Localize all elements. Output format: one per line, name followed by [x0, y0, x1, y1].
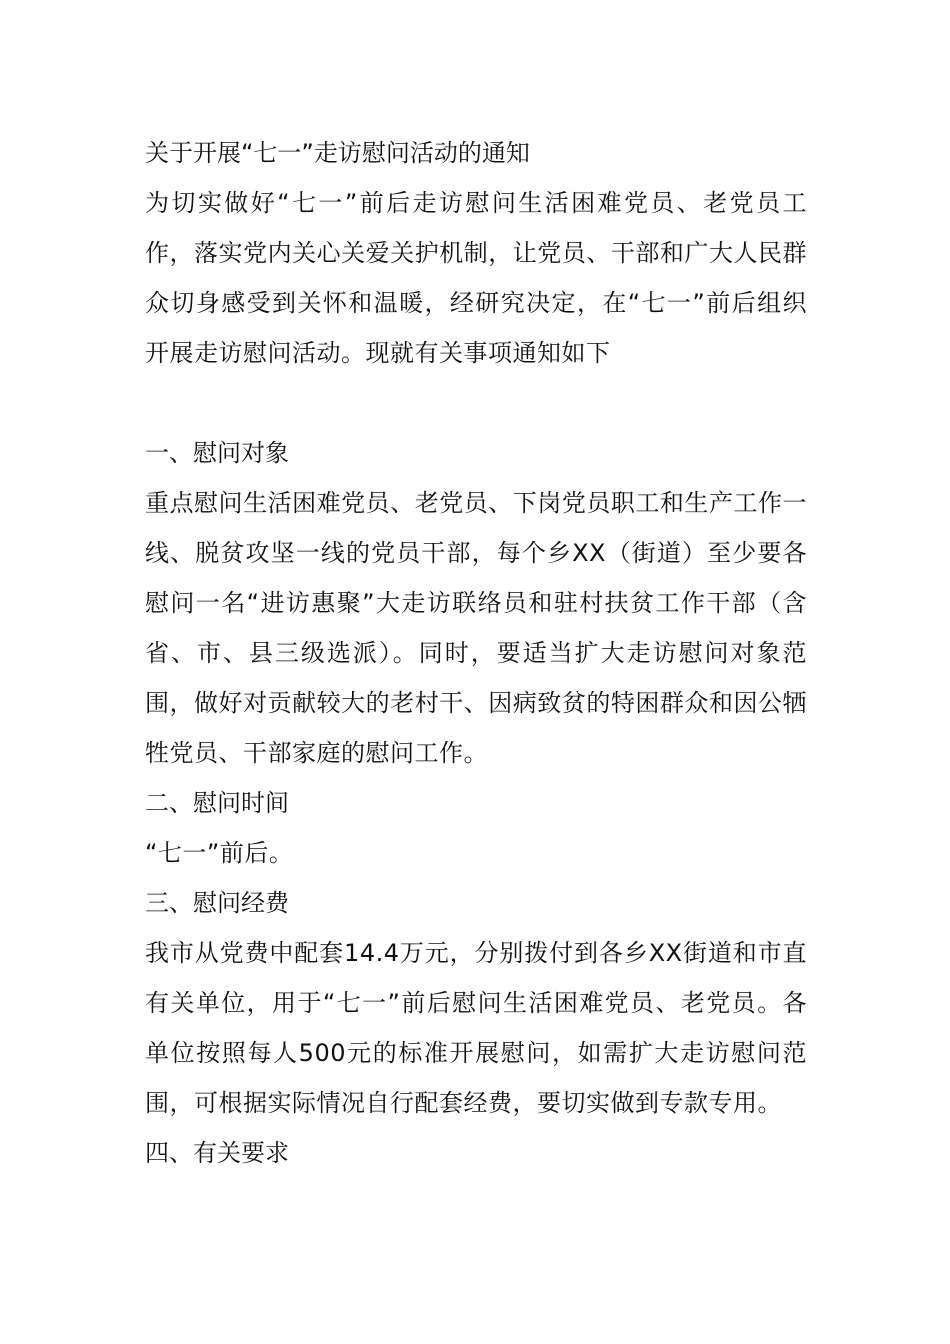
section-body-funds: 我市从党费中配套14.4万元，分别拨付到各乡XX街道和市直有关单位，用于“七一”前后慰问生活困难党员、老党员。各单位按照每人500元的标准开展慰问，如需扩大走访慰问范围，可根据实际情况自行配套经费，要切实做到专款专用。 — [145, 939, 807, 1117]
section-heading-funds: 三、慰问经费 — [145, 889, 289, 917]
document-title: 关于开展“七一”走访慰问活动的通知 — [145, 139, 530, 167]
document-body — [145, 128, 807, 1178]
paragraph-spacer — [145, 378, 807, 428]
section-heading-time: 二、慰问时间 — [145, 789, 289, 817]
section-heading-targets: 一、慰问对象 — [145, 439, 289, 467]
section-body-time: “七一”前后。 — [145, 839, 294, 867]
section-heading-requirements: 四、有关要求 — [145, 1139, 289, 1167]
section-body-targets: 重点慰问生活困难党员、老党员、下岗党员职工和生产工作一线、脱贫攻坚一线的党员干部，每个乡XX（街道）至少要各慰问一名“进访惠聚”大走访联络员和驻村扶贫工作干部（含省、市、县三级选派）。同时，要适当扩大走访慰问对象范围，做好对贡献较大的老村干、因病致贫的特困群众和因公牺牲党员、干部家庭的慰问工作。 — [145, 489, 807, 767]
intro-paragraph: 为切实做好“七一”前后走访慰问生活困难党员、老党员工作，落实党内关心关爱关护机制，让党员、干部和广大人民群众切身感受到关怀和温暖，经研究决定，在“七一”前后组织开展走访慰问活动。现就有关事项通知如下 — [145, 189, 807, 367]
